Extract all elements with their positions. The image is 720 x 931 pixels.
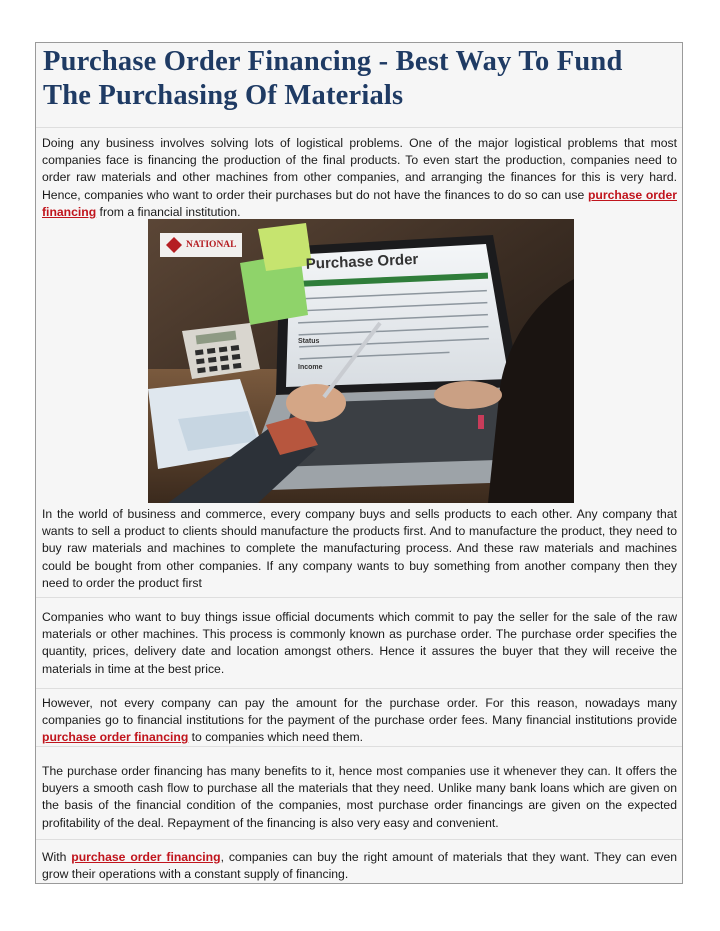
divider [36,597,682,598]
purchase-order-financing-link[interactable]: purchase order financing [42,730,189,745]
page-title: Purchase Order Financing - Best Way To Fund The Purchasing Of Materials [43,46,623,111]
purchase-order-photo [148,219,574,503]
screen-status-label: Status [298,338,320,345]
paragraph-5: The purchase order financing has many benefits to it, hence most companies use it whenever they can. It offers the buyers a smooth cash flow to purchase all the materials that they need. Unlike many bank loans which are given on the basis of the financial condition of the companies, most purchase order financings are given on the expected profitability of the deal. Repayment of the financing is also very easy and convenient. [42,764,677,830]
purchase-order-financing-link[interactable]: purchase order financing [71,850,221,864]
document-page [35,42,683,884]
divider [36,127,682,128]
paragraph-1: Doing any business involves solving lots of logistical problems. One of the major logistical problems that most companies face is financing the production of the final products. To even start the production, companies need to order raw materials and other machines from other companies, and arranging the finances for this is very hard. Hence, companies who want to order their purchases but do not have the finances to do so can use purchase order financing from a financial institution. [42,136,677,219]
paragraph-3: Companies who want to buy things issue official documents which commit to pay the seller for the sale of the raw materials or other machines. This process is commonly known as purchase order. The purchase order specifies the quantity, prices, delivery date and location amongst others. Hence it assures the buyer that they will receive the materials in time at the best price. [42,610,677,676]
divider [36,839,682,840]
screen-income-label: Income [298,364,323,371]
divider [36,746,682,747]
paragraph-4: However, not every company can pay the amount for the purchase order. For this reason, nowadays many companies go to financial institutions for the payment of the purchase order fees. Many financial institutions provide purchase order financing to companies which need them. [42,696,677,745]
screen-heading: Purchase Order [305,250,419,273]
paragraph-6: With purchase order financing, companies can buy the right amount of materials that they want. They can even grow their operations with a constant supply of financing. [42,850,677,882]
divider [36,688,682,689]
purchase-order-financing-link[interactable]: purchase order financing [42,187,677,219]
logo-text: NATIONAL [186,240,237,250]
paragraph-2: In the world of business and commerce, every company buys and sells products to each other. Any company that wants to sell a product to clients should manufacture the products first. And to manufacture the product, they need to buy raw materials and machines to complete the manufacturing process. And these raw materials and machines could be bought from other companies. If any company wants to buy something from another company then they need to order the product first [42,507,677,590]
